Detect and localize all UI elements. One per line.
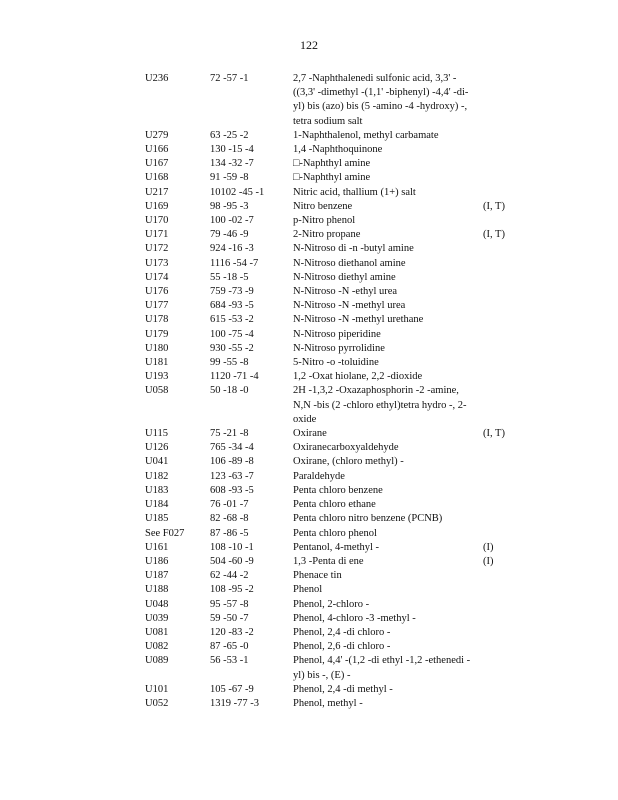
- substance-name: [293, 285, 483, 299]
- substance-name: [293, 328, 483, 342]
- hazard-code: [483, 527, 525, 541]
- substance-name: [293, 214, 483, 228]
- cas-number: 72 -57 -1: [210, 73, 249, 84]
- hazard-code: [483, 683, 525, 697]
- table-row: [145, 299, 525, 313]
- waste-code: U169: [145, 200, 169, 212]
- substance-name-line: 2,7 -Naphthalenedi sulfonic acid, 3,3' -: [293, 73, 457, 84]
- substance-name-line: Phenol, 4,4' -(1,2 -di ethyl -1,2 -ethenedi -: [293, 655, 471, 667]
- table-row: [145, 583, 525, 597]
- waste-code: U279: [145, 129, 169, 141]
- waste-code: U041: [145, 456, 169, 468]
- table-row: [145, 470, 525, 484]
- table-row: [145, 555, 525, 569]
- substance-name: [293, 527, 483, 541]
- waste-code: U193: [145, 371, 169, 383]
- cas-number: 123 -63 -7: [210, 470, 254, 482]
- substance-name: [293, 143, 483, 157]
- waste-code: U166: [145, 144, 169, 156]
- substance-name-line: ((3,3' -dimethyl -(1,1' -biphenyl) -4,4' -di-: [293, 87, 469, 99]
- hazard-code: (I, T): [483, 428, 505, 440]
- hazard-code: [483, 257, 525, 271]
- cas-number: 120 -83 -2: [210, 626, 254, 638]
- waste-code: U180: [145, 342, 169, 354]
- hazard-code: (I): [483, 541, 494, 553]
- cas-number: 63 -25 -2: [210, 129, 249, 141]
- waste-code: U173: [145, 257, 169, 269]
- hazard-code: [483, 271, 525, 285]
- substance-name: [293, 498, 483, 512]
- hazard-code: [483, 640, 525, 654]
- substance-name-line: Oxirane, (chloro methyl) -: [293, 456, 404, 468]
- cas-number: 55 -18 -5: [210, 271, 249, 283]
- cas-number: 924 -16 -3: [210, 243, 254, 255]
- waste-code: U177: [145, 300, 169, 312]
- cas-number: 75 -21 -8: [210, 428, 249, 440]
- substance-name: [293, 313, 483, 327]
- substance-name: [293, 228, 483, 242]
- hazard-code: [483, 242, 525, 256]
- cas-number: 1120 -71 -4: [210, 371, 259, 383]
- substance-name: [293, 129, 483, 143]
- substance-name-line: yl) bis -, (E) -: [293, 669, 351, 681]
- waste-code: U089: [145, 655, 169, 667]
- waste-code: U115: [145, 428, 168, 440]
- substance-name-line: N-Nitroso pyrrolidine: [293, 342, 385, 354]
- substance-name-line: Phenol, 2,4 -di chloro -: [293, 626, 391, 638]
- substance-name-line: 5-Nitro -o -toluidine: [293, 357, 379, 369]
- substance-name: [293, 697, 483, 711]
- waste-code: U184: [145, 499, 169, 511]
- table-row: [145, 72, 525, 129]
- substance-name-line: 1,3 -Penta di ene: [293, 555, 364, 567]
- cas-number: 100 -75 -4: [210, 328, 254, 340]
- hazard-code: [483, 342, 525, 356]
- waste-code: U187: [145, 570, 169, 582]
- cas-number: 10102 -45 -1: [210, 186, 265, 198]
- cas-number: 134 -32 -7: [210, 158, 254, 170]
- substance-name: [293, 640, 483, 654]
- substance-name: [293, 271, 483, 285]
- substance-name: [293, 455, 483, 469]
- waste-code: U176: [145, 286, 169, 298]
- table-row: [145, 285, 525, 299]
- waste-code: U217: [145, 186, 169, 198]
- waste-code: U161: [145, 541, 169, 553]
- hazard-code: [483, 583, 525, 597]
- hazard-code: [483, 569, 525, 583]
- hazard-code: [483, 171, 525, 185]
- waste-code: U058: [145, 385, 169, 397]
- table-row: [145, 455, 525, 469]
- table-row: [145, 441, 525, 455]
- waste-code: U126: [145, 442, 169, 454]
- hazard-code: [483, 498, 525, 512]
- substance-name: [293, 342, 483, 356]
- substance-name-line: N-Nitroso piperidine: [293, 328, 381, 340]
- cas-number: 62 -44 -2: [210, 570, 249, 582]
- hazard-code: [483, 654, 525, 682]
- cas-number: 91 -59 -8: [210, 172, 249, 184]
- substance-name-line: Penta chloro nitro benzene (PCNB): [293, 513, 443, 525]
- cas-number: 1116 -54 -7: [210, 257, 259, 269]
- hazard-code: [483, 356, 525, 370]
- substance-name: [293, 583, 483, 597]
- table-row: [145, 342, 525, 356]
- substance-name-line: Phenol, 2-chloro -: [293, 598, 370, 610]
- substance-name: [293, 441, 483, 455]
- substance-name-line: Penta chloro benzene: [293, 484, 383, 496]
- table-row: [145, 143, 525, 157]
- substance-name: [293, 626, 483, 640]
- cas-number: 82 -68 -8: [210, 513, 249, 525]
- table-row: [145, 527, 525, 541]
- cas-number: 87 -86 -5: [210, 527, 249, 539]
- cas-number: 108 -95 -2: [210, 584, 254, 596]
- substance-name: [293, 541, 483, 555]
- hazard-code: [483, 441, 525, 455]
- cas-number: 684 -93 -5: [210, 300, 254, 312]
- hazard-code: [483, 697, 525, 711]
- hazard-code: [483, 455, 525, 469]
- table-row: [145, 569, 525, 583]
- waste-code: U186: [145, 555, 169, 567]
- substance-name-line: □-Naphthyl amine: [293, 172, 371, 184]
- hazard-code: [483, 470, 525, 484]
- table-row: [145, 214, 525, 228]
- substance-name-line: oxide: [293, 413, 317, 425]
- waste-code: U188: [145, 584, 169, 596]
- substance-name-line: 1,2 -Oxat hiolane, 2,2 -dioxide: [293, 371, 423, 383]
- substance-name: [293, 384, 483, 427]
- cas-number: 79 -46 -9: [210, 229, 249, 241]
- cas-number: 98 -95 -3: [210, 200, 249, 212]
- hazard-code: [483, 328, 525, 342]
- table-row: [145, 228, 525, 242]
- waste-code: U167: [145, 158, 169, 170]
- table-row: [145, 640, 525, 654]
- waste-code: U236: [145, 73, 169, 84]
- substance-name: [293, 72, 483, 129]
- cas-number: 765 -34 -4: [210, 442, 254, 454]
- cas-number: 105 -67 -9: [210, 683, 254, 695]
- table-row: [145, 313, 525, 327]
- table-row: [145, 598, 525, 612]
- cas-number: 108 -10 -1: [210, 541, 254, 553]
- waste-code: U178: [145, 314, 169, 326]
- table-row: [145, 683, 525, 697]
- waste-code: U082: [145, 641, 169, 653]
- substance-name-line: N-Nitroso -N -methyl urethane: [293, 314, 424, 326]
- table-row: [145, 157, 525, 171]
- substance-name-line: Nitric acid, thallium (1+) salt: [293, 186, 416, 198]
- waste-code: U185: [145, 513, 169, 525]
- substance-name: [293, 555, 483, 569]
- waste-code: U171: [145, 229, 169, 241]
- hazard-code: [483, 143, 525, 157]
- hazard-code: (I, T): [483, 200, 505, 212]
- substance-name-line: yl) bis (azo) bis (5 -amino -4 -hydroxy) -,: [293, 101, 468, 113]
- cas-number: 76 -01 -7: [210, 499, 249, 511]
- substance-name: [293, 470, 483, 484]
- table-row: [145, 484, 525, 498]
- table-row: [145, 186, 525, 200]
- substance-name: [293, 654, 483, 682]
- hazardous-waste-table: [145, 72, 525, 711]
- waste-code: U168: [145, 172, 169, 184]
- substance-name-line: 1,4 -Naphthoquinone: [293, 144, 383, 156]
- substance-name: [293, 683, 483, 697]
- substance-name: [293, 427, 483, 441]
- substance-name: [293, 186, 483, 200]
- substance-name-line: Pentanol, 4-methyl -: [293, 541, 380, 553]
- hazard-code: (I, T): [483, 229, 505, 241]
- substance-name: [293, 200, 483, 214]
- substance-name-line: 2H -1,3,2 -Oxazaphosphorin -2 -amine,: [293, 385, 459, 397]
- table-row: [145, 512, 525, 526]
- hazard-code: [483, 512, 525, 526]
- hazard-code: [483, 626, 525, 640]
- table-row: [145, 356, 525, 370]
- waste-code: U039: [145, 612, 169, 624]
- waste-code: U174: [145, 271, 169, 283]
- waste-code: U183: [145, 484, 169, 496]
- substance-name-line: □-Naphthyl amine: [293, 158, 371, 170]
- table-row: [145, 271, 525, 285]
- cas-number: 87 -65 -0: [210, 641, 249, 653]
- hazard-code: (I): [483, 555, 494, 567]
- hazard-code: [483, 214, 525, 228]
- hazard-code: [483, 186, 525, 200]
- table-row: [145, 427, 525, 441]
- substance-name-line: N-Nitroso -N -methyl urea: [293, 300, 406, 312]
- substance-name-line: Penta chloro ethane: [293, 499, 376, 511]
- hazard-code: [483, 157, 525, 171]
- substance-name-line: N-Nitroso -N -ethyl urea: [293, 286, 398, 298]
- table-row: [145, 242, 525, 256]
- waste-code: U170: [145, 215, 169, 227]
- table-row: [145, 612, 525, 626]
- substance-name-line: Penta chloro phenol: [293, 527, 377, 539]
- substance-name-line: N-Nitroso diethyl amine: [293, 271, 396, 283]
- page-number: 122: [300, 38, 318, 52]
- cas-number: 56 -53 -1: [210, 655, 249, 667]
- substance-name: [293, 569, 483, 583]
- waste-code: U172: [145, 243, 169, 255]
- substance-name-line: Phenol, 2,4 -di methyl -: [293, 683, 393, 695]
- substance-name-line: Phenace tin: [293, 570, 342, 582]
- substance-name: [293, 370, 483, 384]
- substance-name-line: N-Nitroso diethanol amine: [293, 257, 406, 269]
- cas-number: 608 -93 -5: [210, 484, 254, 496]
- waste-code: U052: [145, 697, 169, 709]
- cas-number: 50 -18 -0: [210, 385, 249, 397]
- hazard-code: [483, 72, 525, 129]
- table-row: [145, 384, 525, 427]
- substance-name: [293, 484, 483, 498]
- substance-name-line: Phenol: [293, 584, 323, 596]
- cas-number: 1319 -77 -3: [210, 697, 259, 709]
- substance-name-line: N,N -bis (2 -chloro ethyl)tetra hydro -, 2-: [293, 399, 467, 411]
- waste-code: U179: [145, 328, 169, 340]
- waste-code: U081: [145, 626, 169, 638]
- substance-name-line: Phenol, 2,6 -di chloro -: [293, 641, 391, 653]
- substance-name: [293, 157, 483, 171]
- substance-name-line: 2-Nitro propane: [293, 229, 361, 241]
- substance-name: [293, 257, 483, 271]
- waste-code: See F027: [145, 527, 185, 539]
- substance-name-line: Phenol, 4-chloro -3 -methyl -: [293, 612, 416, 624]
- cas-number: 504 -60 -9: [210, 555, 254, 567]
- table-row: [145, 626, 525, 640]
- cas-number: 930 -55 -2: [210, 342, 254, 354]
- substance-name: [293, 242, 483, 256]
- table-row: [145, 498, 525, 512]
- cas-number: 100 -02 -7: [210, 215, 254, 227]
- substance-name-line: Phenol, methyl -: [293, 697, 363, 709]
- cas-number: 59 -50 -7: [210, 612, 249, 624]
- substance-name-line: Nitro benzene: [293, 200, 353, 212]
- hazard-code: [483, 484, 525, 498]
- table-row: [145, 200, 525, 214]
- substance-name-line: Oxirane: [293, 428, 327, 440]
- hazard-code: [483, 612, 525, 626]
- substance-name-line: N-Nitroso di -n -butyl amine: [293, 243, 414, 255]
- table-row: [145, 257, 525, 271]
- table-row: [145, 171, 525, 185]
- waste-code: U181: [145, 357, 169, 369]
- cas-number: 99 -55 -8: [210, 357, 249, 369]
- hazard-code: [483, 598, 525, 612]
- cas-number: 759 -73 -9: [210, 286, 254, 298]
- waste-code: U048: [145, 598, 169, 610]
- table-row: [145, 129, 525, 143]
- hazard-code: [483, 285, 525, 299]
- substance-name: [293, 356, 483, 370]
- substance-name: [293, 512, 483, 526]
- substance-name: [293, 299, 483, 313]
- table-row: [145, 654, 525, 682]
- waste-code: U182: [145, 470, 169, 482]
- hazard-code: [483, 370, 525, 384]
- substance-name-line: 1-Naphthalenol, methyl carbamate: [293, 129, 439, 141]
- substance-name-line: Oxiranecarboxyaldehyde: [293, 442, 399, 454]
- table-row: [145, 328, 525, 342]
- substance-name: [293, 612, 483, 626]
- cas-number: 106 -89 -8: [210, 456, 254, 468]
- hazard-code: [483, 313, 525, 327]
- substance-name: [293, 598, 483, 612]
- cas-number: 130 -15 -4: [210, 144, 254, 156]
- hazard-code: [483, 384, 525, 427]
- table-row: [145, 541, 525, 555]
- cas-number: 615 -53 -2: [210, 314, 254, 326]
- waste-code: U101: [145, 683, 169, 695]
- substance-name: [293, 171, 483, 185]
- table-row: [145, 370, 525, 384]
- table-row: [145, 697, 525, 711]
- hazard-code: [483, 129, 525, 143]
- substance-name-line: p-Nitro phenol: [293, 215, 356, 227]
- hazard-code: [483, 299, 525, 313]
- cas-number: 95 -57 -8: [210, 598, 249, 610]
- substance-name-line: Paraldehyde: [293, 470, 345, 482]
- substance-name-line: tetra sodium salt: [293, 115, 363, 127]
